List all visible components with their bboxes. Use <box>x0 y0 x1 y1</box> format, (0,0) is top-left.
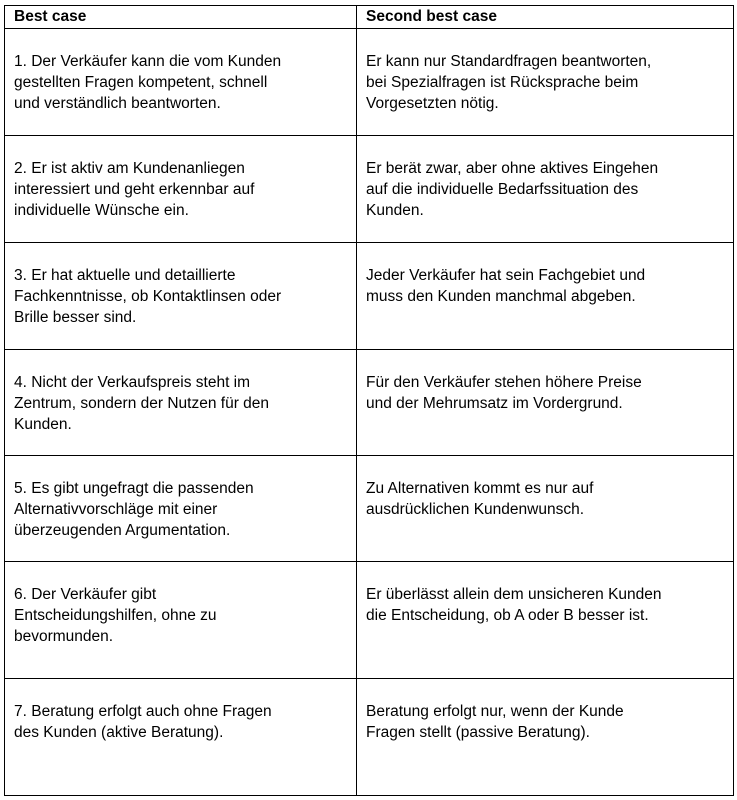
header-best-case: Best case <box>5 6 357 29</box>
table-row <box>5 456 734 562</box>
best-case-cell: 2. Er ist aktiv am Kundenanliegen interessiert und geht erkennbar auf individuelle Wünsche ein. <box>5 136 357 243</box>
second-best-case-cell: Er kann nur Standardfragen beantworten, bei Spezialfragen ist Rücksprache beim Vorgesetzten nötig. <box>357 29 734 136</box>
second-best-case-cell: Er berät zwar, aber ohne aktives Eingehen auf die individuelle Bedarfssituation des Kunden. <box>357 136 734 243</box>
table-row <box>5 562 734 679</box>
best-case-cell: 4. Nicht der Verkaufspreis steht im Zentrum, sondern der Nutzen für den Kunden. <box>5 350 357 456</box>
table-row <box>5 350 734 456</box>
second-best-case-cell: Er überlässt allein dem unsicheren Kunden die Entscheidung, ob A oder B besser ist. <box>357 562 734 679</box>
header-second-best-case: Second best case <box>357 6 734 29</box>
second-best-case-cell: Zu Alternativen kommt es nur auf ausdrücklichen Kundenwunsch. <box>357 456 734 562</box>
second-best-case-cell: Für den Verkäufer stehen höhere Preise und der Mehrumsatz im Vordergrund. <box>357 350 734 456</box>
table-row <box>5 29 734 136</box>
second-best-case-cell: Jeder Verkäufer hat sein Fachgebiet und muss den Kunden manchmal abgeben. <box>357 243 734 350</box>
best-case-cell: 7. Beratung erfolgt auch ohne Fragen des Kunden (aktive Beratung). <box>5 679 357 796</box>
table-row <box>5 243 734 350</box>
table-row <box>5 136 734 243</box>
second-best-case-cell: Beratung erfolgt nur, wenn der Kunde Fragen stellt (passive Beratung). <box>357 679 734 796</box>
best-case-cell: 5. Es gibt ungefragt die passenden Alternativvorschläge mit einer überzeugenden Argumentation. <box>5 456 357 562</box>
comparison-table <box>4 5 734 796</box>
best-case-cell: 1. Der Verkäufer kann die vom Kunden gestellten Fragen kompetent, schnell und verständlich beantworten. <box>5 29 357 136</box>
table-row <box>5 679 734 796</box>
header-row <box>5 6 734 29</box>
best-case-cell: 3. Er hat aktuelle und detaillierte Fachkenntnisse, ob Kontaktlinsen oder Brille besser sind. <box>5 243 357 350</box>
best-case-cell: 6. Der Verkäufer gibt Entscheidungshilfen, ohne zu bevormunden. <box>5 562 357 679</box>
